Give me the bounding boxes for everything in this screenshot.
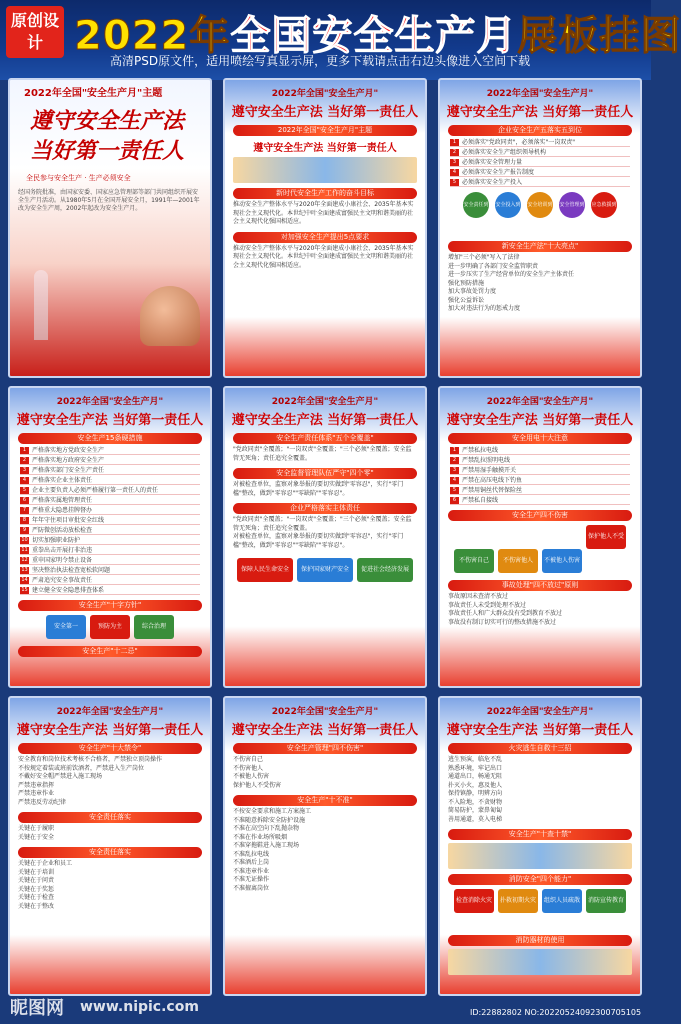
highlight-item: 强化预防措施	[448, 279, 485, 287]
list-item: 14 严肃追究安全事故责任	[20, 576, 200, 585]
highlight-item: 加大对违法行为的惩戒力度	[448, 305, 521, 312]
list-item: 严禁违章指挥	[18, 781, 55, 789]
list-item: 不被他人伤害	[233, 773, 270, 780]
list-item: 6 严禁私自接线	[450, 496, 630, 505]
highlight-item: 进一步压实了生产经营单位的安全生产主体责任	[448, 271, 575, 278]
section-header: 安全生产责任体系"五个全覆盖"	[233, 433, 417, 444]
panel-year: 2022年全国"安全生产月"	[486, 707, 594, 717]
list-item: 10 切实加强职业防护	[20, 536, 200, 545]
highlight-item: 不按安全要求和施工方案施工	[233, 808, 312, 815]
panel-15-measures[interactable]	[8, 386, 212, 688]
section-header: 对加强安全生产提出5点要求	[233, 232, 417, 243]
section-body: "党政同责"全覆盖；"一岗双责"全覆盖；"三个必须"全覆盖；安全监管无死角；责任追究全覆盖。	[233, 446, 412, 462]
original-design-badge: 原创设计	[6, 6, 64, 58]
cover-pill: 全民参与安全生产 · 生产必须安全	[26, 174, 131, 182]
list-item: 5 企业主要负责人必须严格履行第一责任人的责任	[20, 486, 200, 495]
panel-year: 2022年全国"安全生产月"	[271, 707, 379, 717]
top-banner	[0, 0, 681, 80]
panel-electricity[interactable]	[438, 386, 642, 688]
highlight-item: 不准穿拖鞋进入施工现场	[233, 842, 300, 849]
section-header: 消防安全"四个能力"	[448, 874, 632, 885]
site-url: www.nipic.com	[80, 999, 199, 1015]
panel-headline: 遵守安全生产法 当好第一责任人	[231, 413, 419, 428]
section-body: "党政同责"全覆盖；"一岗双责"全覆盖；"三个必须"全覆盖；安全监管无死角；责任追究全覆盖。	[233, 516, 412, 532]
panel-headline: 遵守安全生产法 当好第一责任人	[446, 105, 634, 120]
panel-year: 2022年全国"安全生产月"	[271, 89, 379, 99]
panel-headline: 遵守安全生产法 当好第一责任人	[231, 723, 419, 738]
panel-headline: 遵守安全生产法 当好第一责任人	[16, 723, 204, 738]
list-item: 善用通道，莫入电梯	[448, 815, 503, 823]
list-item: 不按规定着装或班前饮酒者，严禁进入生产岗位	[18, 764, 145, 772]
cover-line2: 当好第一责任人	[30, 139, 185, 164]
section-header: 安全责任落实	[18, 812, 202, 823]
section-body: 对被检查单位，监察对象举报的要切实做到"零容忍"，实行"零门槛"整改，做到"零容忍""零缺陷""零容忍"。	[233, 533, 404, 549]
title-main: 全国安全生产月	[230, 13, 518, 59]
section-body: 推动安全生产整体水平与2020年全面建成小康社会、2035年基本实现社会主义现代化。本世纪中叶全面建成富强民主文明和谐美丽的社会主义现代化强国相适应。	[233, 201, 414, 225]
huabiao-column-icon	[34, 270, 48, 340]
goal-icons: 保障人民生命安全 保护国家财产安全 促进社会经济发展	[225, 556, 425, 584]
list-item: 保持镇静，明辨方向	[448, 790, 503, 797]
list-item: 4 严禁在高压电线下钓鱼	[450, 476, 630, 485]
section-header: 企业安全生产五落实五到位	[448, 125, 632, 136]
panel-headline: 遵守安全生产法 当好第一责任人	[16, 413, 204, 428]
list-item: 3 必须落实安全管理力量	[450, 158, 630, 167]
list-item: 严禁违章作业	[18, 790, 55, 797]
highlight-item: 关键在于整改	[18, 902, 55, 910]
banner-subtitle: 高清PSD原文件，适用喷绘写真显示屏，更多下载请点击右边头像进入空间下载	[110, 54, 531, 68]
stone-lion-icon	[140, 286, 200, 346]
list-item: 3 严禁用湿手触摸开关	[450, 466, 630, 475]
list-item: 15 建立健全安全隐患排查体系	[20, 586, 200, 595]
highlight-item: 不准擅离岗位	[233, 884, 270, 892]
cover-line1: 遵守安全生产法	[30, 109, 185, 134]
fire-extinguisher-illustration	[448, 949, 632, 975]
list-item: 9 严防微创活动放松检查	[20, 526, 200, 535]
highlight-item: 关键在于培训	[18, 868, 55, 876]
highlight-item: 不准乱拉电线	[233, 850, 270, 858]
section-header: 安全生产管理"四不伤害"	[233, 743, 417, 754]
section-body: 推动安全生产整体水平与2020年全面建成小康社会、2035年基本实现社会主义现代化。本世纪中叶全面建成富强民主文明和谐美丽的社会主义现代化强国相适应。	[233, 244, 414, 269]
highlight-item: 不准违章作业	[233, 867, 270, 875]
highlight-item: 关键在于问责	[18, 877, 55, 884]
panel-year: 2022年全国"安全生产月"	[56, 397, 164, 407]
list-item: 2 必须落实安全生产组织领导机构	[450, 148, 630, 157]
section-header: 安全监督管理队伍严守"四个零"	[233, 468, 417, 479]
cover-year-line: 2022年全国"安全生产月"主题	[24, 88, 163, 99]
section-header: 安全生产"十字方针"	[18, 600, 202, 611]
list-item: 13 坚决整治执法检查宽松软问题	[20, 566, 200, 575]
panel-four-no-harm[interactable]	[223, 696, 427, 996]
highlight-item: 关键在于奖惩	[18, 885, 55, 893]
list-item: 11 重拳出击开展打非治违	[20, 546, 200, 555]
panel-headline: 遵守安全生产法 当好第一责任人	[446, 723, 634, 738]
panel-five-implementations[interactable]	[438, 78, 642, 378]
section-header: 新时代安全生产工作的奋斗目标	[233, 188, 417, 199]
cover-panel[interactable]	[8, 78, 212, 378]
list-item: 不伤害自己	[233, 756, 264, 763]
list-item: 5 必须落实安全生产投入	[450, 178, 630, 187]
section-header: 安全生产"十不准"	[233, 795, 417, 806]
list-item: 逃生预演，临危不乱	[448, 756, 503, 763]
list-item: 8 年年守住项目审批安全红线	[20, 516, 200, 525]
list-item: 扑灭小火，惠及他人	[448, 781, 503, 789]
list-item: 通道出口，畅通无阻	[448, 773, 503, 780]
list-item: 1 严格落实地方党政安全生产	[20, 446, 200, 455]
panel-ten-prohibitions[interactable]	[8, 696, 212, 996]
highlight-item: 加大事故处罚力度	[448, 288, 497, 295]
highlight-item: 事故原因未查清不放过	[448, 593, 509, 600]
list-item: 5 严禁用铜丝代替保险丝	[450, 486, 630, 495]
list-item: 1 必须落实"党政同责"，必须落实"一岗双责"	[450, 138, 630, 147]
highlight-item: 不准在作业场所吸烟	[233, 833, 288, 841]
section-header: 消防器材的使用	[448, 935, 632, 946]
highlight-item: 不准酒后上岗	[233, 859, 270, 866]
list-item: 2 严禁乱拉照明电线	[450, 456, 630, 465]
list-item: 不戴好安全帽严禁进入施工现场	[18, 773, 103, 780]
section-header: 安全生产"十二忌"	[18, 646, 202, 657]
list-item: 6 严格落实属地管理责任	[20, 496, 200, 505]
section-header: 安全生产"十查十禁"	[448, 829, 632, 840]
poster-grid	[0, 74, 651, 1024]
theme-slogan: 遵守安全生产法 当好第一责任人	[253, 143, 397, 154]
section-header: 2022年全国"安全生产月"主题	[233, 125, 417, 136]
panel-year: 2022年全国"安全生产月"	[271, 397, 379, 407]
panel-theme[interactable]	[223, 78, 427, 378]
list-item: 保护他人不受伤害	[233, 781, 282, 789]
list-item: 简易防护，蒙鼻匍匐	[448, 807, 503, 814]
site-logo: 昵图网	[10, 998, 64, 1019]
panel-year: 2022年全国"安全生产月"	[486, 397, 594, 407]
panel-headline: 遵守安全生产法 当好第一责任人	[446, 413, 634, 428]
list-item: 7 严格重大隐患挂牌督办	[20, 506, 200, 515]
highlight-item: 增加"三个必须"写入了法律	[448, 254, 520, 261]
section-body: 关键在于履职	[18, 825, 55, 832]
ten-character-policy: 安全第一 预防为主 综合治理	[10, 613, 210, 641]
cover-intro: 经国务院批准，由国家安委、国家应急管理部等部门共同组织开展安全生产月活动。从1980年5月在全国开展安全月，1991年—2001年改为安全生产周，2002年起改为安全生产月。	[18, 189, 200, 212]
title-suffix: 展板挂图	[517, 13, 681, 59]
section-header: 企业严格落实主体责任	[233, 503, 417, 514]
section-header: 安全生产四不伤害	[448, 510, 632, 521]
highlight-item: 不准无证操作	[233, 876, 270, 883]
ten-checks-illustration	[448, 843, 632, 869]
panel-headline: 遵守安全生产法 当好第一责任人	[231, 105, 419, 120]
highlight-item: 不准在高空向下乱抛杂物	[233, 825, 300, 832]
panel-fire-escape[interactable]	[438, 696, 642, 996]
four-no-harm-boxes: 不伤害自己 不伤害他人 不被他人伤害保护他人不受伤害	[440, 523, 640, 575]
highlight-item: 进一步明确了各部门安全监管职责	[448, 262, 539, 270]
section-body: 关键在于安全	[18, 833, 55, 841]
section-header: 安全生产15条硬措施	[18, 433, 202, 444]
section-body: 对被检查单位，监察对象举报的要切实做到"零容忍"，实行"零门槛"整改，做到"零容忍""零缺陷""零容忍"。	[233, 481, 404, 497]
image-id-watermark: ID:22882802 NO:20220524092300705105	[470, 1008, 642, 1017]
list-item: 1 严禁私拉电线	[450, 446, 630, 455]
list-item: 12 重申国家明令禁止设备	[20, 556, 200, 565]
highlight-item: 事故责任人和广大群众没有受到教育不放过	[448, 610, 563, 617]
five-in-place-icons: 安全责任到位安全投入到位安全培训到位安全管理到位应急救援到位	[448, 190, 632, 236]
worker-illustration	[233, 157, 417, 183]
section-header: 安全用电十大注意	[448, 433, 632, 444]
list-item: 严禁违反劳动纪律	[18, 798, 67, 806]
highlight-item: 事故没有制订切实可行的整改措施不放过	[448, 618, 557, 626]
list-item: 2 严格落实地方政府安全生产	[20, 456, 200, 465]
highlight-item: 关键在于检查	[18, 894, 55, 901]
highlight-item: 关键在于企业和员工	[18, 860, 73, 867]
panel-year: 2022年全国"安全生产月"	[486, 89, 594, 99]
four-abilities-icons: 检查消除火灾隐患能力扑救初期火灾能力组织人员疏散逃生能力消防宣传教育能力	[440, 887, 640, 930]
section-header: 事故处理"四不放过"原则	[448, 580, 632, 591]
highlight-item: 事故责任人未受到处理不放过	[448, 601, 527, 609]
panel-year: 2022年全国"安全生产月"	[56, 707, 164, 717]
list-item: 4 必须落实安全生产报告制度	[450, 168, 630, 177]
section-header: 火灾逃生自救十三招	[448, 743, 632, 754]
list-item: 不入险地，不贪财物	[448, 798, 503, 806]
panel-responsibility[interactable]	[223, 386, 427, 688]
highlight-item: 不准随意拆除安全防护设施	[233, 816, 306, 824]
section-header: 安全生产"十大禁令"	[18, 743, 202, 754]
section-header: 新安全生产法"十大亮点"	[448, 241, 632, 252]
list-item: 3 严格落实部门安全生产责任	[20, 466, 200, 475]
highlight-item: 强化公益诉讼	[448, 296, 485, 304]
section-header: 安全责任落实	[18, 847, 202, 858]
list-item: 安全教育和岗位技术考核不合格者，严禁独立顶岗操作	[18, 756, 163, 763]
list-item: 4 严格落实企业主体责任	[20, 476, 200, 485]
title-year: 2022年	[74, 13, 231, 59]
list-item: 不伤害他人	[233, 764, 264, 772]
list-item: 熟悉环境，牢记出口	[448, 764, 503, 772]
